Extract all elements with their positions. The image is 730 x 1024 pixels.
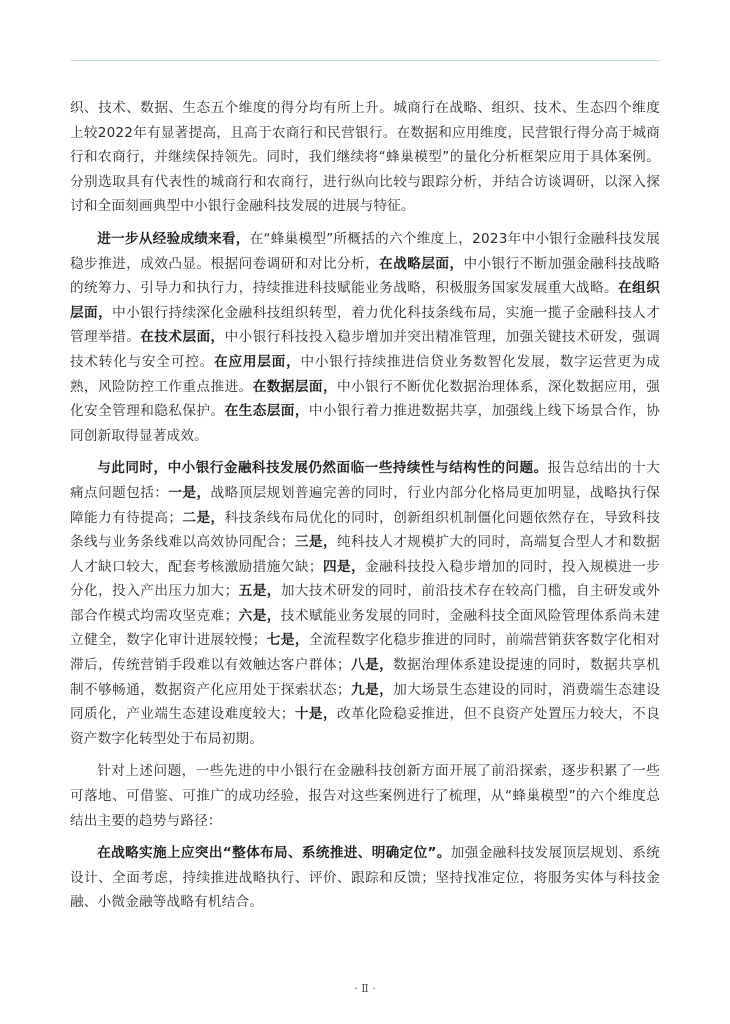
- bold-run: 进一步从经验成绩来看，: [97, 230, 250, 247]
- text-run: 科技条线布局优化的同时，创新组织机制僵化问题依然存在，导致科技条线与业务条线难以高效协同配合；: [70, 509, 660, 551]
- bold-run: 在生态层面，: [224, 403, 309, 420]
- bold-run: 与此同时，中小银行金融科技发展仍然面临一些持续性与结构性的问题。: [97, 460, 548, 477]
- bold-run: 六是，: [238, 607, 281, 624]
- paragraph-1: [70, 96, 660, 219]
- bold-run: 在组织层面，: [70, 280, 660, 321]
- text-run: 中小银行不断加强金融科技战略的统筹力、引导力和执行力，持续推进科技赋能业务战略，积极服务国家发展重大战略。: [70, 255, 660, 297]
- paragraph-5: [70, 841, 660, 915]
- bold-run: 九是，: [350, 681, 394, 698]
- bold-run: 在应用层面，: [214, 353, 301, 370]
- text-run: 中小银行持续深化金融科技组织转型，着力优化科技条线布局，实施一揽子金融科技人才管理举措。: [70, 304, 661, 346]
- paragraph-3: [70, 456, 660, 751]
- bold-run: 二是，: [182, 509, 225, 526]
- text-run: 战略顶层规划普遍完善的同时，行业内部分化格局更加明显，战略执行保障能力有待提高；: [70, 484, 660, 526]
- bold-run: 在战略层面，: [379, 255, 464, 272]
- bold-run: 在数据层面，: [252, 378, 338, 395]
- text-run: 全流程数字化稳步推进的同时，前端营销获客数字化相对滞后，传统营销手段难以有效触达客户群体；: [70, 632, 660, 674]
- text-run: 改革化险稳妥推进，但不良资产处置压力较大，不良资产数字化转型处于布局初期。: [70, 706, 660, 747]
- text-run: 中小银行持续推进信贷业务数智化发展，数字运营更为成熟，风险防控工作重点推进。: [70, 353, 661, 395]
- bold-run: 五是，: [238, 583, 281, 600]
- text-run: 纯科技人才规模扩大的同时，高端复合型人才和数据人才缺口较大，配套考核激励措施欠缺；: [70, 534, 660, 575]
- bold-run: 七是，: [266, 632, 309, 649]
- text-run: 技术赋能业务发展的同时，金融科技全面风险管理体系尚未建立健全，数字化审计进展较慢；: [70, 607, 660, 649]
- document-body: [70, 96, 660, 915]
- text-run: 加大技术研发的同时，前沿技术存在较高门槛，自主研发或外部合作模式均需攻坚克难；: [70, 583, 660, 624]
- text-run: 针对上述问题，一些先进的中小银行在金融科技创新方面开展了前沿探索，逐步积累了一些可落地、可借鉴、可推广的成功经验，报告对这些案例进行了梳理，从“蜂巢模型”的六个维度总结出主要的趋势与路径：: [70, 763, 660, 829]
- bold-run: 在技术层面，: [140, 329, 225, 346]
- page-number: · Ⅱ ·: [354, 982, 376, 995]
- paragraph-4: [70, 759, 660, 833]
- text-run: 加强金融科技发展顶层规划、系统设计、全面考虑，持续推进战略执行、评价、跟踪和反馈；坚持找准定位，将服务实体与科技金融、小微金融等战略有机结合。: [70, 845, 660, 911]
- bold-run: 三是，: [294, 534, 338, 551]
- header-divider: [70, 60, 660, 61]
- text-run: 数据治理体系建设提速的同时，数据共享机制不够畅通，数据资产化应用处于探索状态；: [70, 657, 660, 698]
- text-run: 织、技术、数据、生态五个维度的得分均有所上升。城商行在战略、组织、技术、生态四个维度上较2022年有显著提高，且高于农商行和民营银行。在数据和应用维度，民营银行得分高于城商行和农商行，并继续保持领先。同时，我们继续将“蜂巢模型”的量化分析框架应用于具体案例。分别选取具有代表性的城商行和农商行，进行纵向比较与跟踪分析，并结合访谈调研，以深入探讨和全面刻画典型中小银行金融科技发展的进展与特征。: [70, 100, 660, 215]
- text-run: 在“蜂巢模型”所概括的六个维度上，2023年中小银行金融科技发展稳步推进，成效凸显。根据问卷调研和对比分析，: [70, 230, 660, 272]
- text-run: 中小银行着力推进数据共享，加强线上线下场景合作，协同创新取得显著成效。: [70, 403, 661, 444]
- bold-run: 四是，: [322, 558, 366, 575]
- text-run: 中小银行不断优化数据治理体系，深化数据应用，强化安全管理和隐私保护。: [70, 378, 660, 420]
- bold-run: 在战略实施上应突出“整体布局、系统推进、明确定位”。: [97, 845, 451, 862]
- text-run: 金融科技投入稳步增加的同时，投入规模进一步分化，投入产出压力加大；: [70, 558, 660, 600]
- text-run: 报告总结出的十大痛点问题包括：: [70, 460, 660, 501]
- text-run: 中小银行科技投入稳步增加并突出精准管理，加强关键技术研发，强调技术转化与安全可控。: [70, 329, 661, 370]
- paragraph-2: [70, 227, 660, 448]
- text-run: 加大场景生态建设的同时，消费端生态建设同质化，产业端生态建设难度较大；: [70, 681, 660, 723]
- bold-run: 一是，: [168, 484, 211, 501]
- bold-run: 十是，: [294, 706, 338, 723]
- bold-run: 八是，: [350, 657, 394, 674]
